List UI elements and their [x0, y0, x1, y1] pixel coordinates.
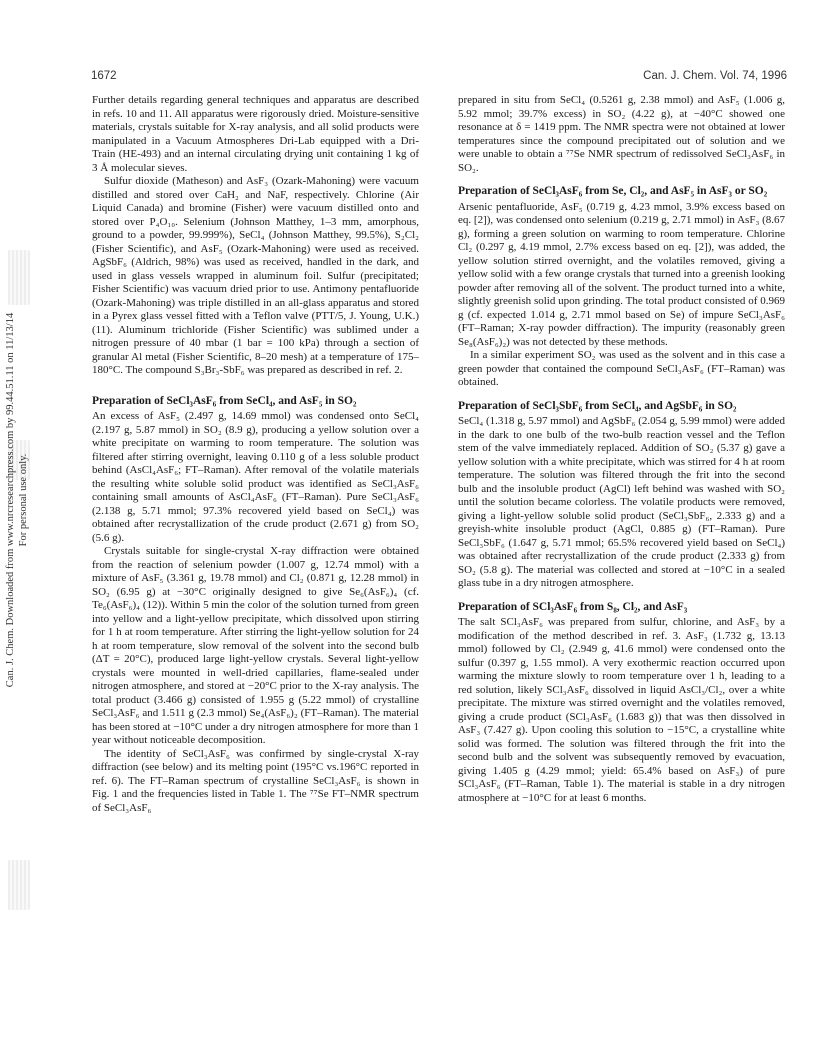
paragraph: Sulfur dioxide (Matheson) and AsF₃ (Ozark-Mahoning) were vacuum distilled and stored over CaH₂ and NaF, respectively. Chlorine (Air Liquid Canada) and bromine (Fisher) were vacuum distilled onto and stored over P₄O₁₀. Selenium (Johnson Matthey, 1–3 mm, amorphous, ground to a powder, 99.999%), SeCl₄ (Johnson Matthey, 99.5%), S₂Cl₂ (Fisher Scientific), and AsF₅ (Ozark-Mahoning) were used as received. AgSbF₆ (Aldrich, 98%) was used as received, handled in the dark, and used in glass vessels wrapped in aluminum foil. Sulfur (precipitated; Fisher Scientific) was vacuum dried prior to use. Antimony pentafluoride (Ozark-Mahoning) was triple distilled in an all-glass apparatus and stored in a Pyrex glass vessel fitted with a Teflon valve (PTT/5, J. Young, U.K.) (11). Aluminum trichloride (Fisher Scientific) was sublimed under a nitrogen pressure of 40 mbar (1 bar = 100 kPa) through a section of granular Al metal (Fisher Scientific, 8–20 mesh) at a temperature of 175–180°C. The compound S₃Br₃-SbF₆ was prepared as described in ref. 2. — [92, 175, 419, 376]
scan-speckle — [8, 860, 30, 910]
paragraph: The identity of SeCl₃AsF₆ was confirmed by single-crystal X-ray diffraction (see below) and its melting point (195°C vs.196°C reported in ref. 6). The FT–Raman spectrum of crystalline SeCl₃AsF₆ is shown in Fig. 1 and the frequencies listed in Table 1. The ⁷⁷Se FT–NMR spectrum of SeCl₃AsF₆ — [92, 747, 419, 814]
section-heading: Preparation of SeCl₃AsF₆ from Se, Cl₂, and AsF₅ in AsF₃ or SO₂ — [458, 185, 768, 197]
paragraph: prepared in situ from SeCl₄ (0.5261 g, 2.38 mmol) and AsF₅ (1.006 g, 5.92 mmol; 39.7% excess) in SO₂ (4.22 g), at −40°C showed one resonance at δ = 1419 ppm. The NMR spectra were not obtained at lower temperatures since the compound precipitated out of solution and we were unable to obtain a ⁷⁷Se NMR spectrum of redissolved SeCl₃AsF₆ in SO₂. — [458, 94, 785, 174]
journal-citation: Can. J. Chem. Vol. 74, 1996 — [643, 70, 787, 82]
paragraph: Further details regarding general techniques and apparatus are described in refs. 10 and 11. All apparatus were rigorously dried. Moisture-sensitive materials, crystals suitable for X-ray analysis, and all solid products were manipulated in a Vacuum Atmospheres Dri-Lab equipped with a Dri-Train (HE-493) and an internal circulating drying unit containing 1 kg of 3 Å molecular sieves. — [92, 94, 419, 174]
download-watermark — [2, 180, 32, 820]
paragraph: SeCl₄ (1.318 g, 5.97 mmol) and AgSbF₆ (2.054 g, 5.99 mmol) were added in the dark to one bulb of the two-bulb reaction vessel and the Teflon stem of the valve immediately replaced. Addition of SO₂ (5.37 g) gave a yellow solution with a white precipitate, which was stirred for 4 h at room temperature. The solution was filtered through the frit into the second bulb and the insoluble product (AgCl) left behind was washed with SO₂ until the solution became colorless. The volatile products were removed, giving a light-yellow soluble solid product (SeCl₃SbF₆, 2.333 g) and a greyish-white insoluble product (AgCl, 0.885 g) (FT–Raman). Pure SeCl₃SbF₆ (1.647 g, 5.71 mmol; 65.5% recovered yield based on SeCl₄) was obtained after recrystallization of the crude product (2.333 g) from SO₂ (5.8 g). The material was collected and stored at −10°C in a sealed glass tube in a dry nitrogen atmosphere. — [458, 415, 785, 589]
usage-notice: For personal use only. — [18, 453, 29, 547]
paragraph: An excess of AsF₅ (2.497 g, 14.69 mmol) was condensed onto SeCl₄ (2.197 g, 5.87 mmol) in SO₂ (8.9 g), producing a yellow solution over a white precipitate on warming to room temperature. The solution was filtered after stirring overnight, leaving 0.110 g of a less soluble product behind (AsCl₄AsF₆; FT–Raman). After removal of the volatile materials the resulting white soluble solid product was identified as SeCl₃AsF₆ containing small amounts of AsCl₄AsF₆ (FT–Raman). Pure SeCl₃AsF₆ (2.138 g, 5.71 mmol; 97.3% recovered yield based on SeCl₄) was obtained after recrystallization of the crude product (2.671 g) from SO₂ (5.6 g). — [92, 410, 419, 544]
section-heading: Preparation of SeCl₃SbF₆ from SeCl₄, and AgSbF₆ in SO₂ — [458, 399, 737, 412]
paragraph: In a similar experiment SO₂ was used as the solvent and in this case a green powder that contained the compound SeCl₃AsF₆ (FT–Raman) was obtained. — [458, 349, 785, 388]
paragraph: The salt SCl₃AsF₆ was prepared from sulfur, chlorine, and AsF₃ by a modification of the method described in ref. 3. AsF₃ (1.732 g, 13.13 mmol) followed by Cl₂ (2.949 g, 41.6 mmol) were condensed onto the sulfur (0.397 g, 1.55 mmol). A very exothermic reaction occurred upon warming the mixture slowly to room temperature over 1 h, leading to a red solution, likely SCl₃AsF₆ dissolved in liquid AsCl₃/Cl₂, over a white precipitate. The mixture was stirred overnight and the volatiles removed, giving a crude product (SCl₃AsF₆ (1.683 g)) that was then dissolved in AsF₃ (7.427 g). Upon cooling this solution to −15°C, a crystalline white solid was formed. The solution was filtered through the frit into the second bulb and the solvent was subsequently removed by evacuation, giving 1.405 g (4.29 mmol; yield: 65.4% based on AsF₃) of pure SCl₃AsF₆ (FT–Raman, Table 1). The material is stable in a dry nitrogen atmosphere at −10°C for at least 6 months. — [458, 616, 785, 804]
paragraph: Arsenic pentafluoride, AsF₅ (0.719 g, 4.23 mmol, 3.9% excess based on eq. [2]), was condensed onto selenium (0.219 g, 2.71 mmol) in AsF₃ (8.67 g), forming a green solution on warming to room temperature. Chlorine Cl₂ (0.297 g, 4.19 mmol, 2.7% excess based on eq. [2]), was added, the yellow solution stirred overnight, and the volatiles removed, giving a yellow solid with a few orange crystals that turned into a greenish looking powder after removing all of the solvent. The product turned into a white, slightly greenish solid upon grinding. The total product consisted of 0.969 g (cf. expected 1.014 g, 2.71 mmol based on Se) of impure SeCl₃AsF₆ (FT–Raman; X-ray powder diffraction). The impurity (reasonably green Se₈(AsF₆)₂) was not detected by these methods. — [458, 200, 785, 348]
section-heading: Preparation of SCl₃AsF₆ from S₈, Cl₂, and AsF₃ — [458, 600, 688, 613]
section-heading: Preparation of SeCl₃AsF₆ from SeCl₄, and AsF₅ in SO₂ — [92, 394, 357, 407]
right-column — [458, 94, 785, 805]
download-notice: Can. J. Chem. Downloaded from www.nrcresearchpress.com by 99.44.51.11 on 11/13/14 — [5, 312, 16, 688]
paragraph: Crystals suitable for single-crystal X-ray diffraction were obtained from the reaction of selenium powder (1.007 g, 12.74 mmol) with a mixture of AsF₅ (3.361 g, 19.78 mmol) and Cl₂ (0.871 g, 12.28 mmol) in SO₂ (6.95 g) at −30°C originally designed to give Se₆(AsF₆)₄ (cf. Te₆(AsF₆)₄ (12)). Within 5 min the color of the solution turned from green into yellow and a light-yellow precipitate, which dissolved upon stirring for 1 h at room temperature. After stirring the light-yellow solution for 24 h at room temperature, slow removal of the solvent into the second bulb (ΔT = 20°C), produced large light-yellow crystals. Several light-yellow crystals were mounted in well-dried capillaries, flame-sealed under nitrogen atmosphere, and stored at −20°C prior to the X-ray analysis. The total product (3.466 g) consisted of 1.955 g (5.22 mmol) of crystalline SeCl₃AsF₆ and 1.511 g (2.3 mmol) Se₄(AsF₆)₂ (FT–Raman). The material has been stored at −10°C under a dry nitrogen atmosphere for more than 1 year without noticeable decomposition. — [92, 545, 419, 746]
left-column — [92, 94, 419, 815]
page-number: 1672 — [91, 70, 117, 82]
